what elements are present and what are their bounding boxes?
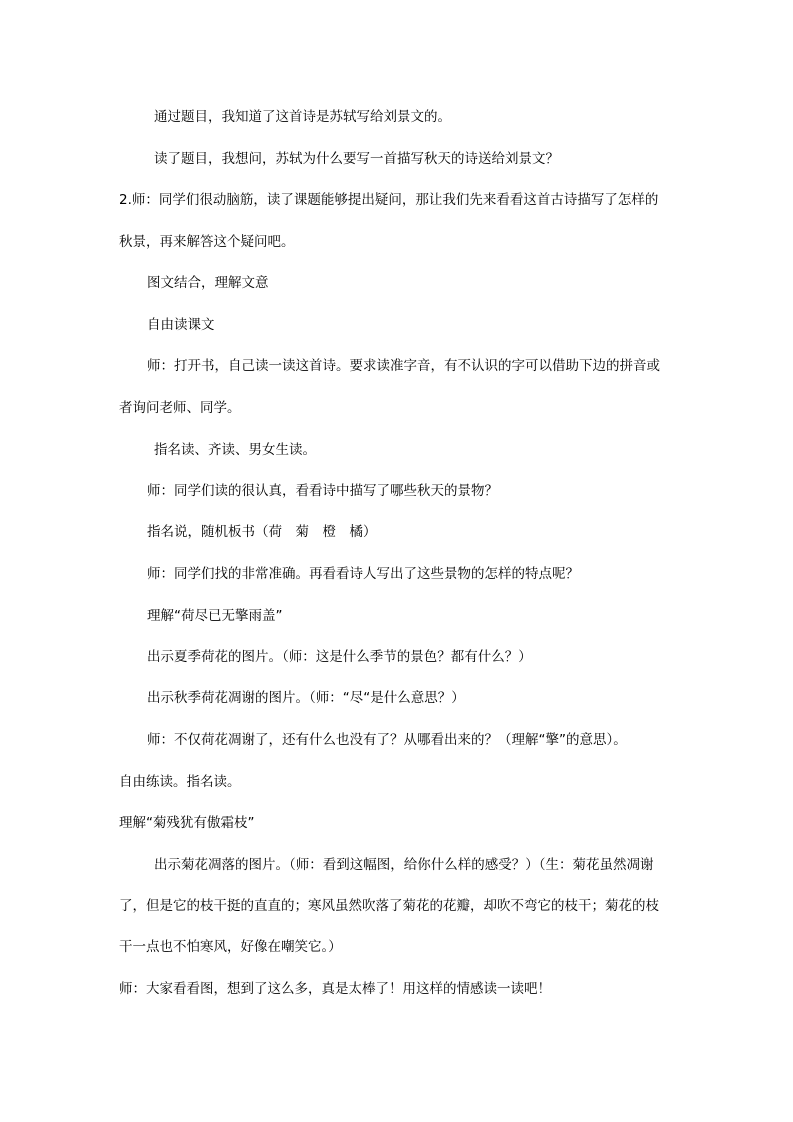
- text-line-20: 了，但是它的枝干挺的直直的；寒风虽然吹落了菊花的花瓣，却吹不弯它的枝干；菊花的枝: [119, 898, 659, 914]
- text-line-19: 出示菊花凋落的图片。（师：看到这幅图，给你什么样的感受？）（生：菊花虽然凋谢: [154, 857, 654, 873]
- text-line-15: 出示秋季荷花凋谢的图片。（师：“尽“是什么意思？）: [147, 690, 465, 706]
- text-line-10: 师：同学们读的很认真，看看诗中描写了哪些秋天的景物？: [147, 483, 498, 499]
- text-line-14: 出示夏季荷花的图片。（师：这是什么季节的景色？都有什么？）: [147, 649, 532, 665]
- text-line-8: 者询问老师、同学。: [119, 400, 241, 416]
- text-line-12: 师：同学们找的非常准确。再看看诗人写出了这些景物的怎样的特点呢？: [147, 566, 579, 582]
- section-heading-image-text: 图文结合，理解文意: [147, 275, 269, 291]
- text-line-17: 自由练读。指名读。: [119, 774, 241, 790]
- text-line-2: 读了题目，我想问，苏轼为什么要写一首描写秋天的诗送给刘景文？: [154, 151, 559, 167]
- text-line-3: 2.师：同学们很动脑筋，读了课题能够提出疑问，那让我们先来看看这首古诗描写了怎样的: [119, 192, 659, 208]
- text-line-11: 指名说，随机板书（荷 菊 橙 橘）: [147, 524, 377, 540]
- text-line-22: 师：大家看看图，想到了这么多，真是太棒了！用这样的情感读一读吧！: [119, 981, 551, 997]
- text-line-9: 指名读、齐读、男女生读。: [154, 442, 316, 458]
- text-line-1: 通过题目，我知道了这首诗是苏轼写给刘景文的。: [154, 109, 451, 125]
- text-line-4: 秋景，再来解答这个疑问吧。: [119, 234, 295, 250]
- subheading-chrysanthemum: 理解“菊残犹有傲霜枝”: [119, 815, 255, 831]
- text-line-21: 干一点也不怕寒风，好像在嘲笑它。）: [119, 939, 342, 955]
- text-line-7: 师：打开书，自己读一读这首诗。要求读准字音，有不认识的字可以借助下边的拼音或: [147, 358, 660, 374]
- text-line-16: 师：不仅荷花凋谢了，还有什么也没有了？从哪看出来的？（理解“擎”的意思）。: [147, 732, 627, 748]
- subheading-free-reading: 自由读课文: [147, 317, 215, 333]
- subheading-lotus: 理解“荷尽已无擎雨盖”: [147, 608, 283, 624]
